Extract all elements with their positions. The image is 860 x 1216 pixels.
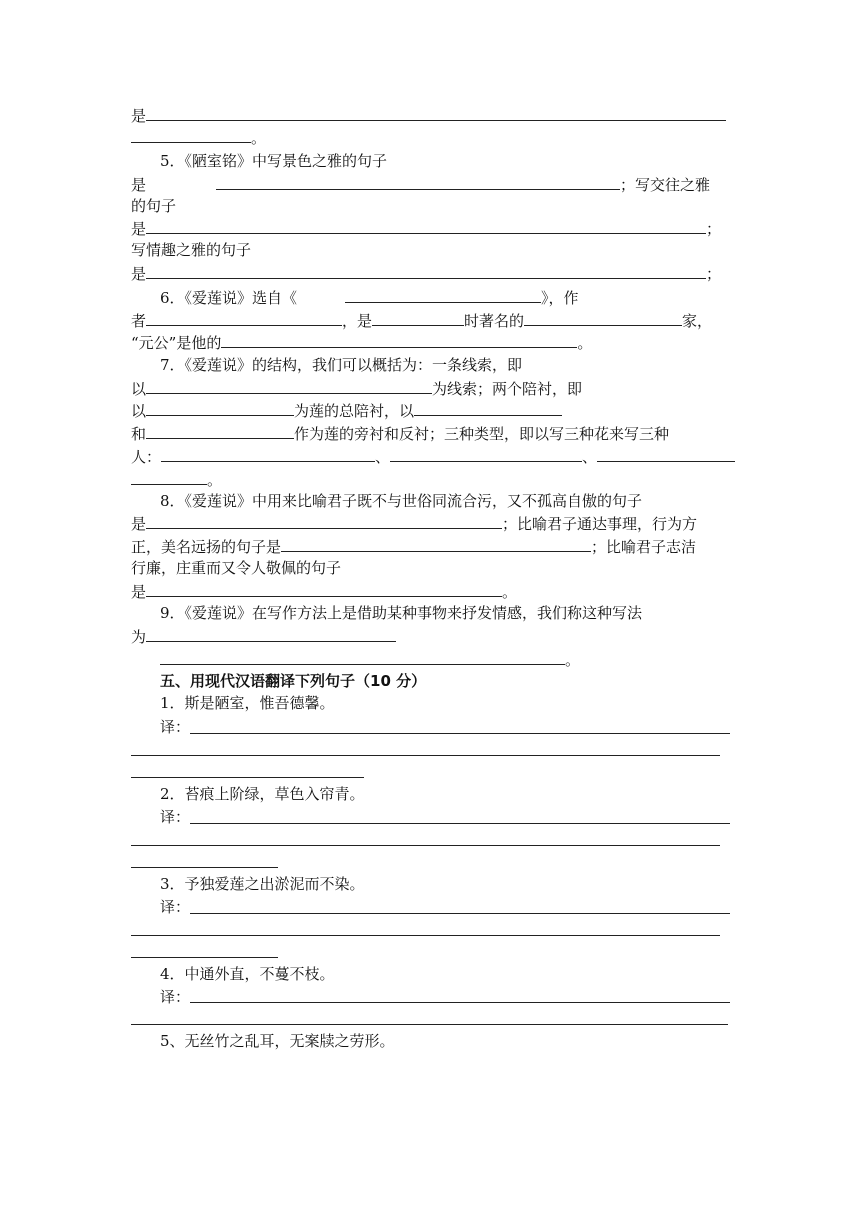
translate-label-2: 译： (160, 808, 191, 826)
q8-blank-2[interactable] (281, 535, 591, 552)
q6-blank-source[interactable] (345, 286, 541, 303)
q6-blank-era[interactable] (372, 309, 464, 326)
translate-sentence-3: 3．予独爱莲之出淤泥而不染。 (160, 875, 365, 893)
q8-line-4: 行廉，庄重而又令人敬佩的句子 (131, 559, 342, 577)
q8-question: 8．《爱莲说》中用来比喻君子既不与世俗同流合污，又不孤高自傲的句子 (160, 492, 643, 510)
q6-blank-field[interactable] (524, 309, 682, 326)
q7-blank-foil-3[interactable] (146, 422, 294, 439)
q4-answer-line (131, 104, 726, 127)
q7-blank-type-3-cont[interactable] (131, 468, 207, 485)
translate-answer-2-line-3[interactable] (131, 867, 278, 868)
translate-label-3: 译： (160, 898, 191, 916)
q7-question: 7．《爱莲说》的结构，我们可以概括为：一条线索，即 (160, 356, 523, 374)
q8-blank-1[interactable] (146, 512, 502, 529)
translate-answer-2-line-1[interactable] (190, 823, 730, 824)
q9-blank-1[interactable] (146, 625, 396, 642)
q5-question: 5．《陋室铭》中写景色之雅的句子 (160, 152, 388, 170)
translate-answer-4-line-1[interactable] (190, 1002, 730, 1003)
q6-line-1: 6．《爱莲说》选自《 》，作 (160, 286, 579, 309)
q5-line-3: 的句子 (131, 197, 177, 215)
translate-answer-4-line-2[interactable] (131, 1024, 728, 1025)
q6-blank-title[interactable] (221, 331, 577, 348)
section-5-heading: 五、用现代汉语翻译下列句子（10 分） (160, 672, 427, 690)
q7-line-3: 以 为莲的总陪衬，以 (131, 399, 562, 422)
q5-line-6: 是 ； (131, 262, 721, 285)
q4-blank-2[interactable] (131, 126, 251, 143)
q5-line-4: 是 ； (131, 217, 721, 240)
translate-answer-3-line-2[interactable] (131, 935, 720, 936)
q6-blank-author[interactable] (146, 309, 342, 326)
q9-blank-2[interactable] (160, 648, 565, 665)
q6-line-2: 者 ，是 时著名的 家， (131, 309, 712, 332)
q4-blank-1[interactable] (146, 104, 726, 121)
q4-prefix: 是 (131, 107, 147, 125)
translate-answer-1-line-3[interactable] (131, 777, 364, 778)
q7-blank-clue[interactable] (146, 377, 432, 394)
translate-sentence-5: 5、无丝竹之乱耳，无案牍之劳形。 (160, 1032, 395, 1050)
translate-sentence-1: 1．斯是陋室，惟吾德馨。 (160, 694, 335, 712)
q7-line-4: 和 作为莲的旁衬和反衬；三种类型，即以写三种花来写三种 (131, 422, 669, 445)
q7-line-6: 。 (131, 468, 222, 491)
q5-line-5: 写情趣之雅的句子 (131, 241, 252, 259)
q8-line-5: 是 。 (131, 580, 517, 603)
translate-answer-1-line-2[interactable] (131, 755, 720, 756)
translate-answer-1-line-1[interactable] (190, 733, 730, 734)
q4-answer-end: 。 (131, 126, 266, 149)
q5-blank-interest[interactable] (146, 262, 706, 279)
translate-label-1: 译： (160, 718, 191, 736)
q7-blank-foil-2[interactable] (414, 399, 562, 416)
q7-line-2: 以 为线索；两个陪衬，即 (131, 377, 582, 400)
q5-blank-social[interactable] (146, 217, 706, 234)
q6-line-3: “元公”是他的 。 (131, 331, 592, 354)
translate-sentence-4: 4．中通外直，不蔓不枝。 (160, 965, 335, 983)
q8-line-3: 正，美名远扬的句子是 ；比喻君子志洁 (131, 535, 696, 558)
translate-answer-3-line-1[interactable] (190, 913, 730, 914)
translate-answer-3-line-3[interactable] (131, 957, 278, 958)
q9-question: 9．《爱莲说》在写作方法上是借助某种事物来抒发情感，我们称这种写法 (160, 604, 643, 622)
translate-answer-2-line-2[interactable] (131, 845, 720, 846)
q7-blank-type-1[interactable] (161, 445, 375, 462)
q7-blank-type-3[interactable] (597, 445, 735, 462)
q8-blank-3[interactable] (146, 580, 502, 597)
translate-label-4: 译： (160, 988, 191, 1006)
q5-blank-scenery[interactable] (216, 173, 620, 190)
q7-blank-type-2[interactable] (390, 445, 582, 462)
q5-line-2: 是 ；写交往之雅 (131, 173, 710, 196)
translate-sentence-2: 2．苔痕上阶绿，草色入帘青。 (160, 785, 365, 803)
q9-line-2: 为 (131, 625, 396, 648)
q8-line-2: 是 ；比喻君子通达事理，行为方 (131, 512, 697, 535)
q9-line-3: 。 (160, 648, 580, 671)
q7-blank-foil-1[interactable] (146, 399, 294, 416)
q7-line-5: 人： 、 、 (131, 445, 735, 468)
